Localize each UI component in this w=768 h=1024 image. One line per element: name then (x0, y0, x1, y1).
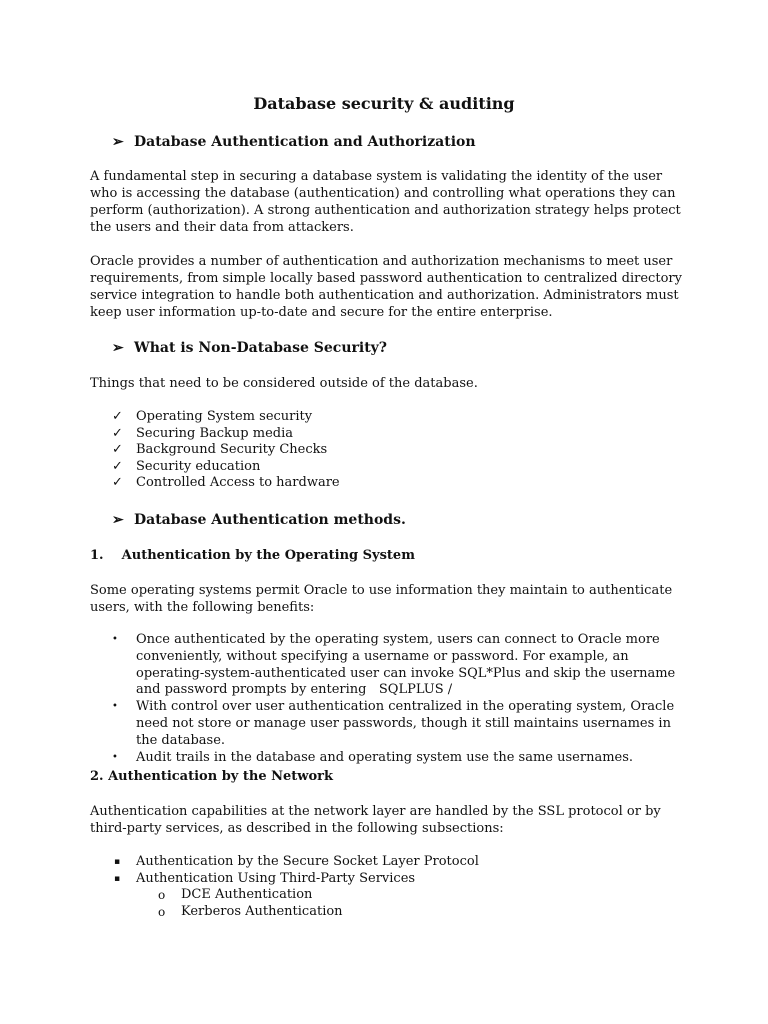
list-item: ▪ Authentication by the Secure Socket Layer Protocol (114, 854, 479, 869)
heading-text: What is Non-Database Security? (134, 340, 388, 356)
checkmark-icon: ✓ (112, 442, 123, 458)
checkmark-icon: ✓ (112, 475, 123, 491)
bullet-icon: • (112, 634, 118, 645)
arrow-bullet-icon: ➢ (112, 134, 124, 150)
list-item: ✓ Background Security Checks (112, 442, 328, 458)
circle-bullet-icon: o (158, 904, 166, 919)
heading-authentication-methods (112, 512, 406, 528)
circle-bullet-icon: o (158, 888, 166, 903)
list-item: ✓ Controlled Access to hardware (112, 475, 340, 491)
list-item: • With control over user authentication centralized in the operating system, Oracle need not store or manage user passwords, though it still maintains usernames in the database. (112, 699, 675, 748)
list-item: ✓ Operating System security (112, 409, 313, 424)
sub-list-item: o Kerberos Authentication (158, 903, 343, 919)
bullet-icon: • (112, 701, 118, 713)
bullet-icon: • (112, 751, 118, 763)
sub-list-item: o DCE Authentication (158, 887, 313, 903)
checklist-non-database-security (112, 409, 340, 492)
paragraph-network-capabilities: Authentication capabilities at the network layer are handled by the SSL protocol or by third-party services, as described in the following subsections: (90, 804, 661, 836)
heading-network-authentication: 2. Authentication by the Network (90, 769, 333, 784)
paragraph-authentication-intro: A fundamental step in securing a database system is validating the identity of the user who is accessing the database (authentication) and controlling what operations they can perform (authorization). A strong authentication and authorization strategy helps protect the users and their data from attackers. (90, 169, 681, 235)
heading-non-database-security (112, 340, 387, 356)
list-item: ✓ Security education (112, 458, 261, 474)
checkmark-icon: ✓ (112, 458, 123, 474)
arrow-bullet-icon: ➢ (112, 340, 124, 356)
checkmark-icon: ✓ (112, 409, 123, 424)
list-item: • Once authenticated by the operating system, users can connect to Oracle more conveniently, without specifying a username or password. For example, an operating-system-authenticated user can invoke SQL*Plus and skip the username and password prompts by entering SQLPLUS / (112, 632, 680, 698)
square-bullet-icon: ▪ (114, 873, 121, 884)
heading-os-authentication: 1. Authentication by the Operating System (90, 548, 415, 563)
checkmark-icon: ✓ (112, 425, 123, 441)
paragraph-outside-database: Things that need to be considered outside of the database. (90, 376, 478, 391)
arrow-bullet-icon: ➢ (112, 512, 124, 528)
square-list-network-methods (112, 854, 479, 920)
bullet-list-os-benefits (112, 632, 692, 766)
paragraph-oracle-mechanisms: Oracle provides a number of authentication and authorization mechanisms to meet user requirements, from simple locally based password authentication to centralized directory service integration to handle both authentication and authorization. Administrators must keep user information up-to-date and secure for the entire enterprise. (90, 254, 682, 320)
heading-text: Database Authentication and Authorization (134, 134, 476, 150)
heading-text: Database Authentication methods. (134, 512, 406, 528)
list-item: ✓ Securing Backup media (112, 425, 293, 441)
list-item: ▪ Authentication Using Third-Party Services (114, 870, 416, 886)
list-item: • Audit trails in the database and operating system use the same usernames. (112, 749, 634, 765)
heading-authentication-authorization (112, 134, 476, 150)
paragraph-os-benefits: Some operating systems permit Oracle to use information they maintain to authenticate users, with the following benefits: (90, 583, 673, 615)
square-bullet-icon: ▪ (114, 857, 121, 867)
page-title: Database security & auditing (253, 94, 515, 113)
